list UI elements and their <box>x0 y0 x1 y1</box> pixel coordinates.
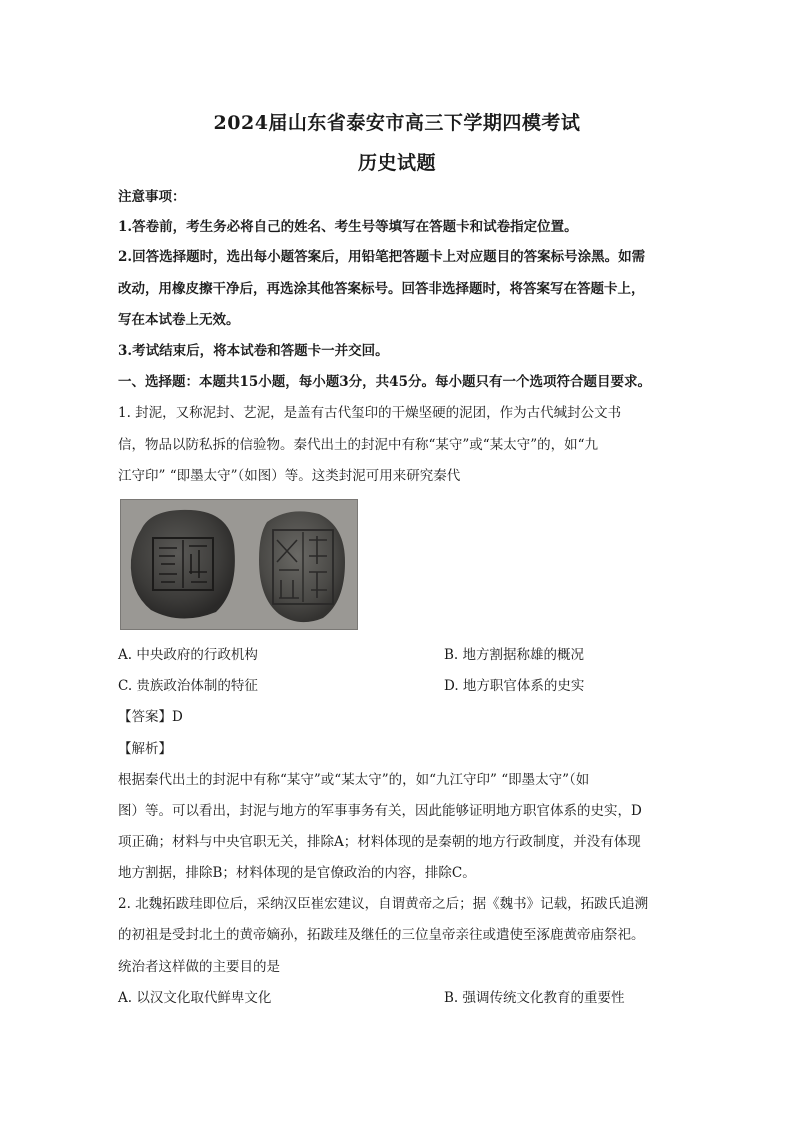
notice-item-3: 3.考试结束后，将本试卷和答题卡一并交回。 <box>118 343 389 359</box>
q2-stem-line-1: 2. 北魏拓跋珪即位后，采纳汉臣崔宏建议，自谓黄帝之后；据《魏书》记载，拓跋氏追溯 <box>118 896 649 912</box>
q1-stem-line-3: 江守印” “即墨太守”（如图）等。这类封泥可用来研究秦代 <box>118 468 461 484</box>
q1-analysis-line-1: 根据秦代出土的封泥中有称“某守”或“某太守”的，如“九江守印” “即墨太守”（如 <box>118 772 590 788</box>
q1-option-a: A. 中央政府的行政机构 <box>118 647 258 663</box>
page-title: 2024届山东省泰安市高三下学期四模考试 <box>213 112 581 134</box>
q2-option-a: A. 以汉文化取代鲜卑文化 <box>118 990 272 1006</box>
q1-analysis-line-3: 项正确；材料与中央官职无关，排除A；材料体现的是秦朝的地方行政制度，并没有体现 <box>118 834 641 850</box>
q1-option-d: D. 地方职官体系的史实 <box>444 678 585 694</box>
notice-heading: 注意事项： <box>118 189 186 205</box>
clay-seal-image <box>121 500 357 629</box>
page-subtitle: 历史试题 <box>357 152 436 174</box>
section-heading: 一、选择题：本题共15小题，每小题3分，共45分。每小题只有一个选项符合题目要求。 <box>118 374 651 390</box>
notice-item-1: 1.答卷前，考生务必将自己的姓名、考生号等填写在答题卡和试卷指定位置。 <box>118 219 578 235</box>
clay-seal-photo <box>120 499 358 630</box>
notice-item-2-line-1: 2.回答选择题时，选出每小题答案后，用铅笔把答题卡上对应题目的答案标号涂黑。如需 <box>118 249 646 265</box>
q1-stem-line-1: 1. 封泥，又称泥封、艺泥，是盖有古代玺印的干燥坚硬的泥团，作为古代缄封公文书 <box>118 405 622 421</box>
q2-stem-line-3: 统治者这样做的主要目的是 <box>118 959 280 975</box>
q2-option-b: B. 强调传统文化教育的重要性 <box>444 990 625 1006</box>
notice-item-2-line-3: 写在本试卷上无效。 <box>118 312 240 328</box>
notice-item-2-line-2: 改动，用橡皮擦干净后，再选涂其他答案标号。回答非选择题时，将答案写在答题卡上， <box>118 281 645 297</box>
q1-option-c: C. 贵族政治体制的特征 <box>118 678 258 694</box>
q1-analysis-heading: 【解析】 <box>118 741 172 757</box>
q1-stem-line-2: 信，物品以防私拆的信验物。秦代出土的封泥中有称“某守”或“某太守”的，如“九 <box>118 437 599 453</box>
q1-analysis-line-2: 图）等。可以看出，封泥与地方的军事事务有关，因此能够证明地方职官体系的史实，D <box>118 803 642 819</box>
q1-answer: 【答案】D <box>118 709 183 725</box>
q1-option-b: B. 地方割据称雄的概况 <box>444 647 585 663</box>
q1-analysis-line-4: 地方割据，排除B；材料体现的是官僚政治的内容，排除C。 <box>118 865 476 881</box>
q2-stem-line-2: 的初祖是受封北土的黄帝嫡孙，拓跋珪及继任的三位皇帝亲往或遣使至涿鹿黄帝庙祭祀。 <box>118 927 645 943</box>
